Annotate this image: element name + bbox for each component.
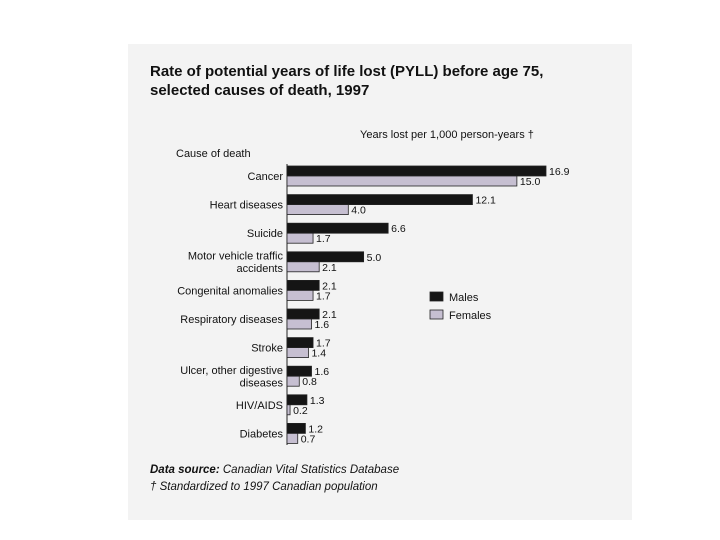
chart xyxy=(128,44,632,520)
bar-females-ulcer-other-digestive-diseases xyxy=(287,376,299,386)
bar-males-cancer xyxy=(287,166,546,176)
category-label-ulcer-other-digestive-diseases-line-2: diseases xyxy=(239,377,283,390)
legend-label-males: Males xyxy=(449,292,479,304)
bar-males-diabetes xyxy=(287,423,305,433)
bar-females-respiratory-diseases xyxy=(287,319,312,329)
category-label-heart-diseases: Heart diseases xyxy=(209,199,283,212)
category-label-suicide: Suicide xyxy=(246,228,283,241)
bar-females-cancer xyxy=(287,176,517,186)
data-source-note xyxy=(150,464,399,476)
bar-males-heart-diseases xyxy=(287,195,472,205)
value-label-males-ulcer-other-digestive-diseases: 1.6 xyxy=(314,366,330,379)
bar-females-congenital-anomalies xyxy=(287,290,313,300)
figure-panel xyxy=(128,44,632,520)
category-header: Cause of death xyxy=(176,148,251,160)
category-label-diabetes: Diabetes xyxy=(239,428,283,441)
category-label-ulcer-other-digestive-diseases-line-1: Ulcer, other digestive xyxy=(180,364,283,377)
bar-females-suicide xyxy=(287,233,313,243)
bar-females-motor-vehicle-traffic-accidents xyxy=(287,262,319,272)
category-label-motor-vehicle-traffic-accidents-line-1: Motor vehicle traffic xyxy=(187,250,283,263)
category-label-motor-vehicle-traffic-accidents-line-2: accidents xyxy=(236,263,283,276)
value-label-males-heart-diseases: 12.1 xyxy=(475,194,496,207)
chart-title-line-2: selected causes of death, 1997 xyxy=(150,82,370,99)
chart-title-line-1: Rate of potential years of life lost (PYLL) before age 75, xyxy=(150,63,544,80)
value-label-females-cancer: 15.0 xyxy=(519,176,541,188)
bar-females-stroke xyxy=(287,348,308,358)
value-label-females-heart-diseases: 4.0 xyxy=(351,204,366,217)
value-label-males-cancer: 16.9 xyxy=(549,166,570,178)
legend-swatch-males xyxy=(430,292,443,301)
bar-males-motor-vehicle-traffic-accidents xyxy=(287,252,364,262)
value-label-males-congenital-anomalies: 2.1 xyxy=(322,280,337,293)
bar-males-ulcer-other-digestive-diseases xyxy=(287,366,312,376)
category-label-respiratory-diseases: Respiratory diseases xyxy=(180,314,283,326)
category-labels xyxy=(177,171,283,440)
value-label-females-motor-vehicle-traffic-accidents: 2.1 xyxy=(322,261,337,274)
bar-males-suicide xyxy=(287,223,388,233)
value-label-females-congenital-anomalies: 1.7 xyxy=(316,290,331,303)
data-source-label: Data source: xyxy=(150,464,220,476)
standardization-note: † Standardized to 1997 Canadian population xyxy=(150,481,378,493)
bar-males-hiv-aids xyxy=(287,395,307,405)
category-label-stroke: Stroke xyxy=(251,342,283,355)
bar-females-diabetes xyxy=(287,433,298,443)
bars xyxy=(287,166,570,445)
value-label-males-hiv-aids: 1.3 xyxy=(309,394,325,407)
units-label: Years lost per 1,000 person-years † xyxy=(360,129,534,141)
legend-label-females: Females xyxy=(449,310,492,322)
value-label-females-diabetes: 0.7 xyxy=(300,433,316,446)
value-label-males-stroke: 1.7 xyxy=(316,337,331,350)
value-label-males-diabetes: 1.2 xyxy=(308,423,323,436)
value-label-females-ulcer-other-digestive-diseases: 0.8 xyxy=(302,376,317,389)
value-label-females-hiv-aids: 0.2 xyxy=(293,404,308,417)
bar-females-heart-diseases xyxy=(287,205,348,215)
value-label-males-suicide: 6.6 xyxy=(391,223,406,236)
value-label-females-suicide: 1.7 xyxy=(316,233,331,246)
value-label-males-respiratory-diseases: 2.1 xyxy=(322,309,337,321)
data-source-text: Canadian Vital Statistics Database xyxy=(219,464,400,476)
category-label-hiv-aids: HIV/AIDS xyxy=(235,399,283,412)
value-label-females-respiratory-diseases: 1.6 xyxy=(314,319,330,331)
value-label-males-motor-vehicle-traffic-accidents: 5.0 xyxy=(366,251,382,264)
bar-males-respiratory-diseases xyxy=(287,309,319,319)
bar-females-hiv-aids xyxy=(287,405,290,415)
bar-males-congenital-anomalies xyxy=(287,280,319,290)
value-label-females-stroke: 1.4 xyxy=(311,347,327,360)
legend xyxy=(430,292,492,322)
category-label-cancer: Cancer xyxy=(247,171,283,183)
legend-swatch-females xyxy=(430,310,443,319)
category-label-congenital-anomalies: Congenital anomalies xyxy=(177,285,283,298)
bar-males-stroke xyxy=(287,338,313,348)
